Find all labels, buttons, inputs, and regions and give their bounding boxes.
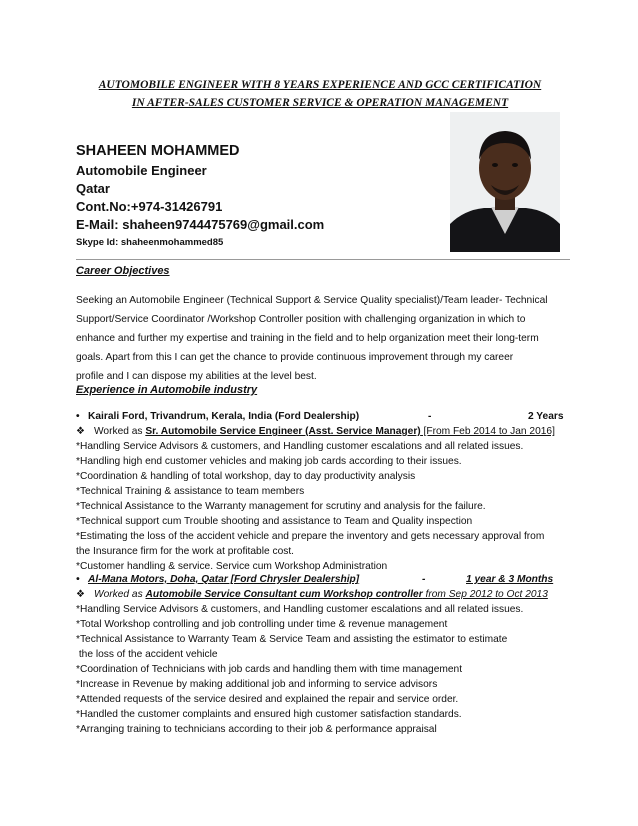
career-line: enhance and further my expertise and training in the field and to help organization meet their long-term xyxy=(76,333,539,344)
career-line: Support/Service Coordinator /Workshop Controller position with challenging organization in which to xyxy=(76,314,526,325)
job-2-dash: - xyxy=(422,574,426,585)
job-1-dash: - xyxy=(428,411,432,422)
diamond-bullet-icon: ❖ xyxy=(76,589,86,600)
career-line: profile and I can dispose my abilities at the level best. xyxy=(76,371,317,382)
candidate-skype: Skype Id: shaheenmohammed85 xyxy=(76,237,224,248)
job-1-duty: *Customer handling & service. Service cum Workshop Administration xyxy=(76,561,388,572)
headline-line-1: AUTOMOBILE ENGINEER WITH 8 YEARS EXPERIENCE AND GCC CERTIFICATION xyxy=(98,79,542,91)
job-1-duty: *Handling high end customer vehicles and making job cards according to their issues. xyxy=(76,456,462,467)
candidate-name: SHAHEEN MOHAMMED xyxy=(76,143,240,159)
profile-photo xyxy=(450,112,560,252)
candidate-country: Qatar xyxy=(76,181,110,196)
candidate-title: Automobile Engineer xyxy=(76,163,207,178)
job-1-duty: *Technical Training & assistance to team members xyxy=(76,486,305,497)
job-1-duty: the Insurance firm for the work at profitable cost. xyxy=(76,546,294,557)
career-line: goals. Apart from this I can get the chance to provide continuous improvement through my career xyxy=(76,352,514,363)
job-2-period: from Sep 2012 to Oct 2013 xyxy=(422,589,548,600)
career-line: Seeking an Automobile Engineer (Technical Support & Service Quality specialist)/Team leader- Technical xyxy=(76,295,548,306)
job-1-duty: *Estimating the loss of the accident vehicle and prepare the inventory and gets necessary approval from xyxy=(76,531,545,542)
headline-line-2: IN AFTER-SALES CUSTOMER SERVICE & OPERATION MANAGEMENT xyxy=(131,97,509,109)
candidate-email: E-Mail: shaheen9744475769@gmail.com xyxy=(76,217,325,232)
job-2-role: Automobile Service Consultant cum Workshop controller xyxy=(145,589,423,600)
job-2-duty: *Handling Service Advisors & customers, and Handling customer escalations and all related issues. xyxy=(76,604,524,615)
job-1-duty: *Technical Assistance to the Warranty management for scrutiny and analysis for the failure. xyxy=(76,501,486,512)
job-1-role-line xyxy=(76,424,555,439)
job-1-duty: *Technical support cum Trouble shooting and assistance to Team and Quality inspection xyxy=(76,516,473,527)
career-objectives-text xyxy=(76,291,570,386)
job-2-duty: *Arranging training to technicians according to their job & performance appraisal xyxy=(76,724,437,735)
job-1-duration: 2 Years xyxy=(528,411,564,422)
diamond-bullet-icon: ❖ xyxy=(76,426,86,437)
job-1-role: Sr. Automobile Service Engineer (Asst. Service Manager) xyxy=(145,426,421,437)
bullet-icon: • xyxy=(76,411,80,422)
experience-heading: Experience in Automobile industry xyxy=(76,384,258,396)
job-2-duty: *Technical Assistance to Warranty Team & Service Team and assisting the estimator to estimate xyxy=(76,634,508,645)
job-1-duty: *Coordination & handling of total workshop, day to day productivity analysis xyxy=(76,471,416,482)
job-2-role-prefix: Worked as xyxy=(93,589,146,600)
job-2-duty: the loss of the accident vehicle xyxy=(76,649,218,660)
career-objectives-heading: Career Objectives xyxy=(76,265,170,277)
job-2-duty: *Handled the customer complaints and ensured high customer satisfaction standards. xyxy=(76,709,462,720)
job-2-duty: *Attended requests of the service desired and explained the repair and service order. xyxy=(76,694,459,705)
job-2-role-line xyxy=(76,587,548,602)
job-1-period: [From Feb 2014 to Jan 2016] xyxy=(420,426,555,437)
candidate-phone: Cont.No:+974-31426791 xyxy=(76,199,223,214)
job-1-role-prefix: Worked as xyxy=(93,426,146,437)
job-1-duty: *Handling Service Advisors & customers, and Handling customer escalations and all related issues. xyxy=(76,441,524,452)
job-2-duty: *Total Workshop controlling and job controlling under time & revenue management xyxy=(76,619,448,630)
job-2-duration: 1 year & 3 Months xyxy=(466,574,554,585)
section-divider xyxy=(76,259,570,260)
job-2-company: Al-Mana Motors, Doha, Qatar [Ford Chrysler Dealership] xyxy=(88,574,360,585)
bullet-icon: • xyxy=(76,574,80,585)
job-2-duty: *Increase in Revenue by making additional job and informing to service advisors xyxy=(76,679,438,690)
job-1-company: Kairali Ford, Trivandrum, Kerala, India (Ford Dealership) xyxy=(88,411,360,422)
job-2-duty: *Coordination of Technicians with job cards and handling them with time management xyxy=(76,664,463,675)
